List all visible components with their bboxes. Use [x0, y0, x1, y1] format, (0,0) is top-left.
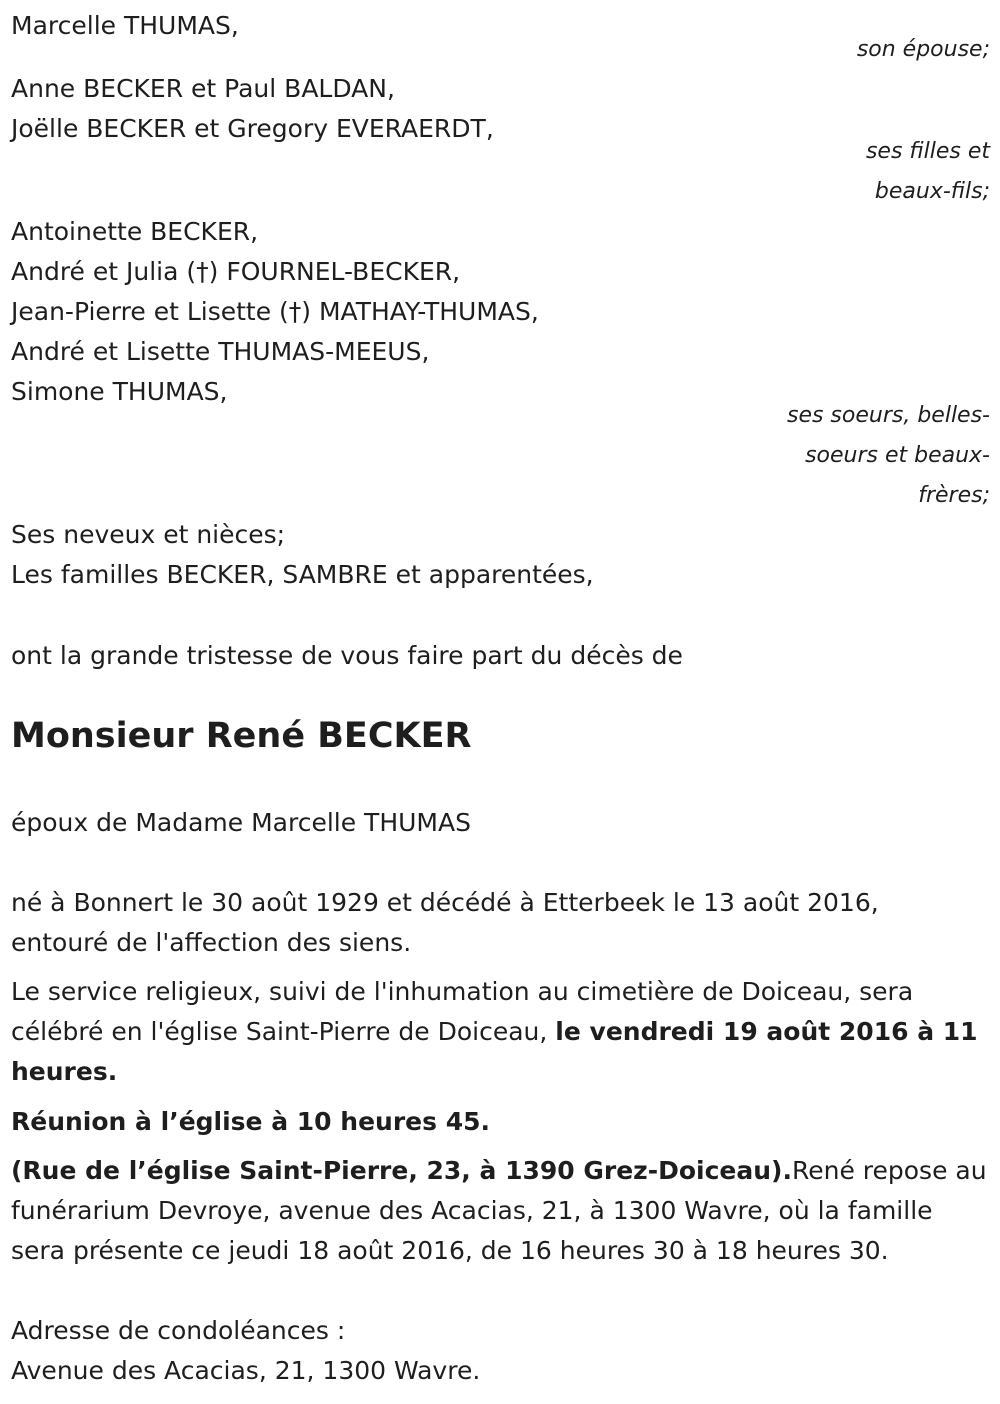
families-line: Les familles BECKER, SAMBRE et apparentées,: [11, 560, 594, 589]
born-died-line: né à Bonnert le 30 août 1929 et décédé à Etterbeek le 13 août 2016,: [11, 888, 879, 917]
sibling-line: Antoinette BECKER,: [11, 217, 259, 246]
spouse-of-line: époux de Madame Marcelle THUMAS: [11, 808, 471, 837]
daughter-line: Joëlle BECKER et Gregory EVERAERDT,: [11, 114, 494, 143]
church-address: (Rue de l’église Saint-Pierre, 23, à 1390 Grez-Doiceau).: [11, 1156, 792, 1185]
repose-text: René repose au funérarium Devroye, avenue des Acacias, 21, à 1300 Wavre, où la famille sera présente ce jeudi 18 août 2016, de 16 heures 30 à 18 heures 30.: [11, 1156, 987, 1265]
spouse-role: son épouse;: [856, 37, 990, 62]
spouse-name: Marcelle THUMAS,: [11, 11, 239, 40]
condolences-address: Avenue des Acacias, 21, 1300 Wavre.: [11, 1356, 481, 1385]
deceased-name: Monsieur René BECKER: [11, 716, 472, 756]
announcement-text: ont la grande tristesse de vous faire part du décès de: [11, 641, 683, 670]
daughters-role-line: ses filles et: [865, 139, 990, 164]
surrounded-line: entouré de l'affection des siens.: [11, 928, 412, 957]
sibling-line: André et Lisette THUMAS-MEEUS,: [11, 337, 430, 366]
daughter-line: Anne BECKER et Paul BALDAN,: [11, 74, 395, 103]
condolences-label: Adresse de condoléances :: [11, 1316, 346, 1345]
repose-paragraph: [11, 1151, 990, 1271]
siblings-role-line: frères;: [918, 483, 990, 508]
siblings-role-line: ses soeurs, belles-: [786, 403, 990, 428]
sibling-line: André et Julia (†) FOURNEL-BECKER,: [11, 257, 461, 286]
daughters-role-line: beaux-fils;: [874, 179, 990, 204]
service-paragraph: [11, 972, 990, 1092]
meeting-line: [11, 1102, 990, 1142]
service-date: le vendredi 19 août 2016 à 11 heures.: [11, 1017, 978, 1086]
siblings-role-line: soeurs et beaux-: [805, 443, 990, 468]
sibling-line: Simone THUMAS,: [11, 377, 228, 406]
nephews-line: Ses neveux et nièces;: [11, 520, 286, 549]
service-text: Le service religieux, suivi de l'inhumation au cimetière de Doiceau, sera célébré en l'église Saint-Pierre de Doiceau,: [11, 977, 914, 1046]
meeting-text: Réunion à l’église à 10 heures 45.: [11, 1107, 490, 1136]
sibling-line: Jean-Pierre et Lisette (†) MATHAY-THUMAS,: [11, 297, 539, 326]
